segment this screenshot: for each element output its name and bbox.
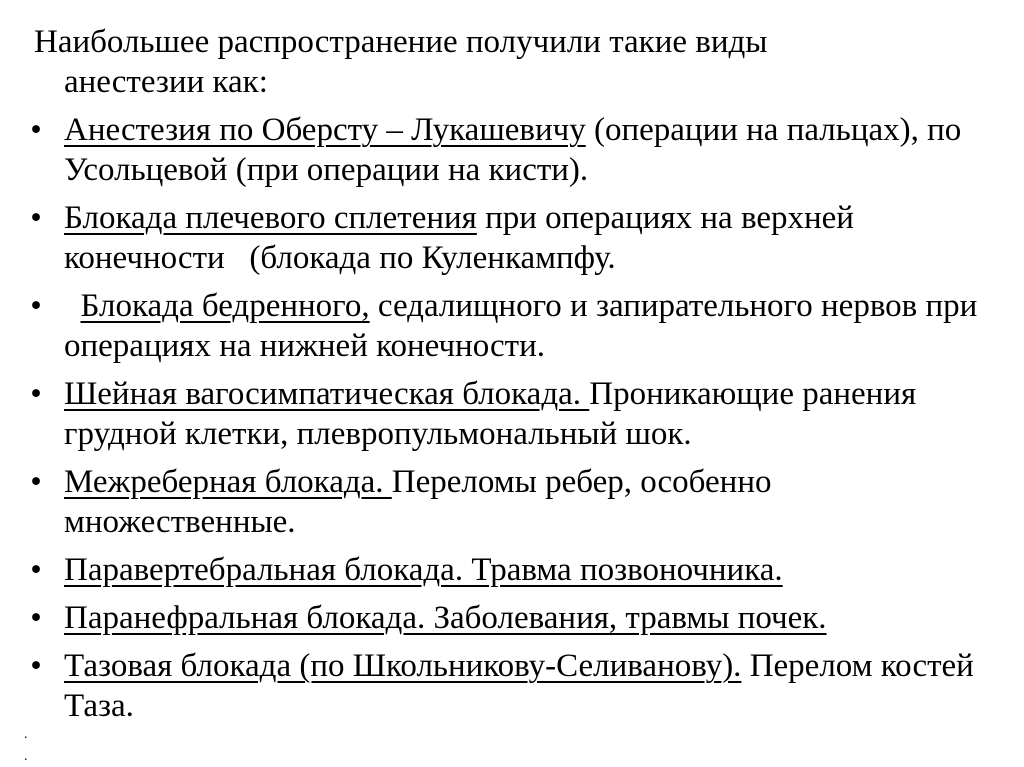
- bullet-icon: •: [30, 288, 42, 324]
- item-title: Блокада бедренного,: [80, 288, 370, 324]
- bullet-icon: •: [30, 464, 42, 500]
- list-item: [0, 110, 994, 190]
- item-description: при операциях на верхней конечности (блокада по Куленкампфу.: [64, 200, 863, 276]
- item-title: Паравертебральная блокада. Травма позвоночника.: [64, 552, 783, 588]
- list-item: [0, 550, 994, 590]
- item-description: (операции на пальцах), по Усольцевой (при операции на кисти).: [64, 112, 962, 188]
- item-description: Проникающие ранения грудной клетки, плевропульмональный шок.: [64, 376, 917, 452]
- bullet-icon: •: [30, 600, 42, 636]
- item-lead-space: [64, 288, 81, 324]
- bullet-icon: •: [30, 376, 42, 412]
- item-title: Шейная вагосимпатическая блокада.: [64, 376, 590, 412]
- list-item: [0, 286, 994, 366]
- anesthesia-list: [0, 110, 1024, 734]
- bullet-icon: •: [30, 648, 42, 684]
- list-item: [0, 646, 994, 726]
- item-title: Блокада плечевого сплетения: [64, 200, 477, 236]
- list-item: [0, 198, 994, 278]
- intro-text: [34, 22, 994, 102]
- list-item: [0, 462, 994, 542]
- item-title: Паранефральная блокада. Заболевания, травмы почек.: [64, 600, 827, 636]
- bullet-icon: •: [30, 552, 42, 588]
- item-description: Перелом костей Таза.: [64, 648, 974, 724]
- list-item: [0, 374, 994, 454]
- bullet-icon: •: [30, 112, 42, 148]
- footer-mark: .: [24, 749, 28, 764]
- intro-line-1: Наибольшее распространение получили такие виды: [34, 24, 768, 60]
- item-title: Тазовая блокада (по Школьникову-Селиванову).: [64, 648, 742, 684]
- bullet-icon: •: [30, 200, 42, 236]
- item-title: Анестезия по Оберсту – Лукашевичу: [64, 112, 586, 148]
- intro-line-2: анестезии как:: [64, 64, 268, 100]
- item-description: Переломы ребер, особенно множественные.: [64, 464, 772, 540]
- list-item: [0, 598, 994, 638]
- item-title: Межреберная блокада.: [64, 464, 392, 500]
- item-description: седалищного и запирательного нервов при операциях на нижней конечности.: [64, 288, 978, 364]
- footer-mark: .: [24, 727, 28, 742]
